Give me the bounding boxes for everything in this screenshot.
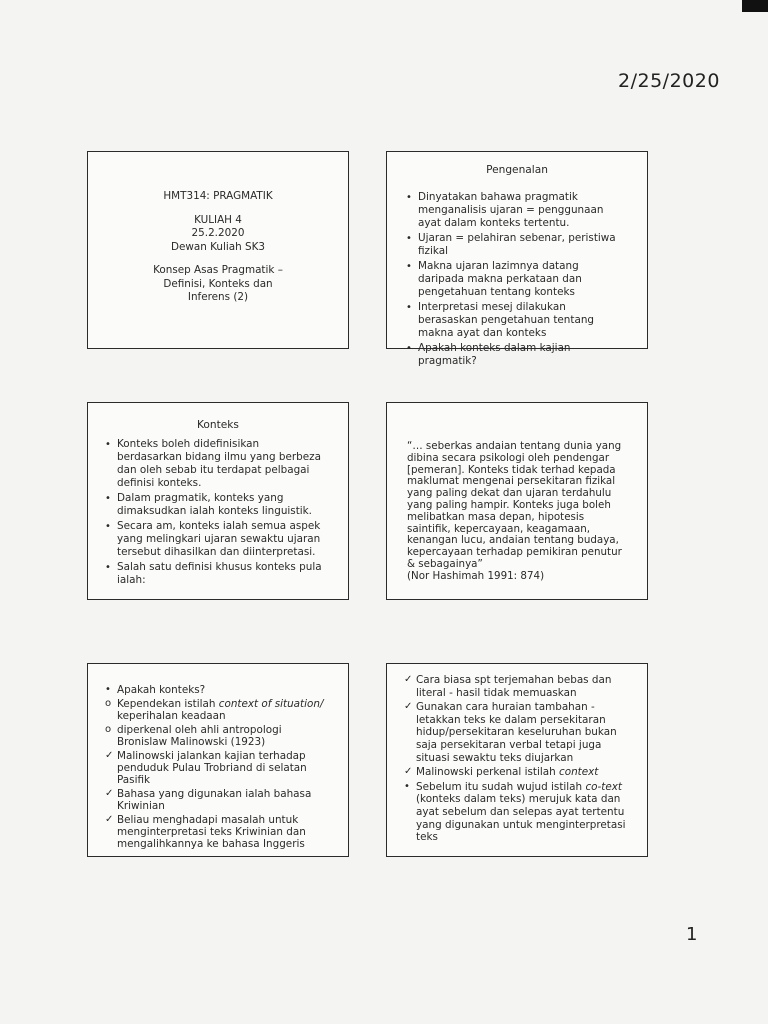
quote-text: “… seberkas andaian tentang dunia yang dibina secara psikologi oleh pendengar [pemeran]. Konteks tidak terhad kepada maklumat mengenai persekitaran fizikal yang paling dekat dan ujaran terdahulu yang paling hampir. Konteks juga boleh melibatkan masa depan, hipotesis saintifik, kepercayaan, keagamaan, kenangan lucu, andaian tentang budaya, kepercayaan terhadap pemikiran penutur & sebagainya” xyxy=(407,440,622,570)
slide-title: Konteks xyxy=(197,419,239,431)
topic-line: Konsep Asas Pragmatik – xyxy=(153,264,283,276)
page-number: 1 xyxy=(686,924,698,945)
lecture-venue: Dewan Kuliah SK3 xyxy=(170,240,266,253)
bullet-item: • Ujaran = pelahiran sebenar, peristiwa fizikal xyxy=(406,232,616,257)
slide-title-card xyxy=(87,151,349,349)
quote-citation: (Nor Hashimah 1991: 874) xyxy=(407,569,545,582)
bullet-item: • Dinyatakan bahawa pragmatik menganalisis ujaran = penggunaan ayat dalam konteks tertentu. xyxy=(406,191,604,229)
lecture-date: 25.2.2020 xyxy=(191,227,245,239)
scan-corner-mark xyxy=(742,0,768,12)
bullet-item: • Interpretasi mesej dilakukan berasaskan pengetahuan tentang makna ayat dan konteks xyxy=(406,301,595,339)
bullet-item: • Apakah konteks dalam kajian pragmatik? xyxy=(406,342,571,367)
list-item: ✓ Malinowski jalankan kajian terhadap penduduk Pulau Trobriand di selatan Pasifik xyxy=(105,750,307,786)
list-item: ✓ Beliau menghadapi masalah untuk menginterpretasi teks Kriwinian dan mengalihkannya ke bahasa Inggeris xyxy=(105,814,306,850)
list-item: o diperkenal oleh ahli antropologi Bronislaw Malinowski (1923) xyxy=(105,724,282,748)
list-item: • Sebelum itu sudah wujud istilah co-text (konteks dalam teks) merujuk kata dan ayat sebelum dan selepas ayat tertentu yang digunakan untuk menginterpretasi teks xyxy=(404,780,626,844)
slide-apakah-konteks xyxy=(87,663,349,857)
bullet-item: • Makna ujaran lazimnya datang daripada makna perkataan dan pengetahuan tentang konteks xyxy=(406,260,582,298)
page-date: 2/25/2020 xyxy=(618,70,720,92)
bullet-item: • Konteks boleh didefinisikan berdasarkan bidang ilmu yang berbeza dan oleh sebab itu terdapat pelbagai definisi konteks. xyxy=(105,438,321,489)
bullet-item: • Secara am, konteks ialah semua aspek yang melingkari ujaran sewaktu ujaran tersebut dihasilkan dan diinterpretasi. xyxy=(105,520,321,558)
list-item: ✓ Gunakan cara huraian tambahan - letakkan teks ke dalam persekitaran hidup/persekitaran keseluruhan bukan saja persekitaran verbal tetapi juga situasi sewaktu teks diujarkan xyxy=(404,701,617,764)
slide-konteks xyxy=(87,402,349,600)
course-code: HMT314: PRAGMATIK xyxy=(163,190,273,202)
list-item: • Apakah konteks? xyxy=(105,684,206,696)
slide-quote xyxy=(386,402,648,600)
bullet-item: • Dalam pragmatik, konteks yang dimaksudkan ialah konteks linguistik. xyxy=(105,492,312,517)
topic-line: Definisi, Konteks dan xyxy=(163,277,273,290)
list-item: ✓ Bahasa yang digunakan ialah bahasa Kriwinian xyxy=(105,788,312,812)
list-item: ✓ Malinowski perkenal istilah context xyxy=(404,766,599,779)
topic-line: Inferens (2) xyxy=(187,291,249,303)
bullet-item: • Salah satu definisi khusus konteks pula ialah: xyxy=(105,561,322,586)
list-item: ✓ Cara biasa spt terjemahan bebas dan literal - hasil tidak memuaskan xyxy=(404,674,612,699)
list-item: o Kependekan istilah context of situation/ keperihalan keadaan xyxy=(105,698,324,722)
slide-title: Pengenalan xyxy=(486,164,548,176)
slide-pengenalan xyxy=(386,151,648,367)
lecture-number: KULIAH 4 xyxy=(194,213,242,226)
slide-malinowski xyxy=(386,663,648,857)
